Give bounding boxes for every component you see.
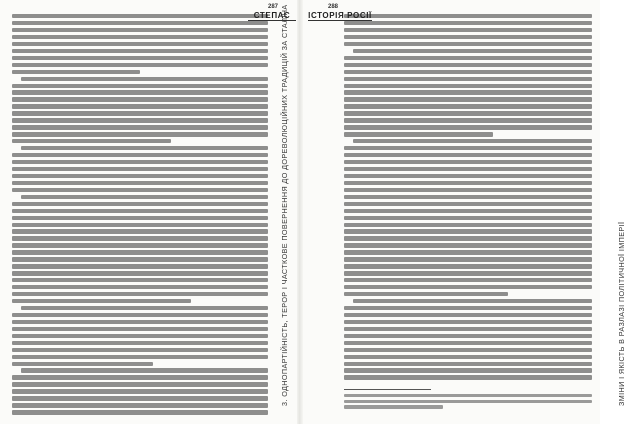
text-line <box>12 389 268 393</box>
text-line <box>12 139 171 143</box>
text-line <box>344 195 592 199</box>
text-line <box>12 375 268 379</box>
text-line <box>344 209 592 213</box>
text-line <box>21 77 268 81</box>
text-line <box>344 292 508 296</box>
footnote-rule <box>344 389 431 390</box>
text-line <box>12 97 268 101</box>
text-line <box>12 382 268 386</box>
text-line <box>12 327 268 331</box>
text-line <box>12 362 153 366</box>
left-page-spine-caption: 3. ОДНОПАРТІЙНІСТЬ, ТЕРОР І ЧАСТКОВЕ ПОВЕРНЕННЯ ДО ДОРЕВОЛЮЦІЙНИХ ТРАДИЦІЙ ЗА СТАЛІНА <box>280 4 289 406</box>
text-line <box>344 174 592 178</box>
text-line <box>12 285 268 289</box>
text-line <box>344 264 592 268</box>
text-line <box>12 292 268 296</box>
text-line <box>344 327 592 331</box>
text-line <box>344 84 592 88</box>
text-line <box>344 42 592 46</box>
text-line <box>12 84 268 88</box>
text-line <box>12 403 268 407</box>
text-line <box>12 14 268 18</box>
text-line <box>12 410 268 414</box>
text-line <box>21 146 268 150</box>
text-line <box>12 49 268 53</box>
text-line <box>344 250 592 254</box>
text-line <box>12 174 268 178</box>
text-line <box>344 35 592 39</box>
text-line <box>344 21 592 25</box>
text-line <box>344 167 592 171</box>
text-line <box>344 153 592 157</box>
text-line <box>12 118 268 122</box>
right-page <box>300 0 626 424</box>
text-line <box>344 271 592 275</box>
text-line <box>344 132 493 136</box>
footnote-line <box>344 394 592 397</box>
text-line <box>12 90 268 94</box>
text-line <box>344 118 592 122</box>
text-line <box>12 299 191 303</box>
text-line <box>344 313 592 317</box>
text-line <box>12 42 268 46</box>
text-line <box>344 348 592 352</box>
text-line <box>344 375 592 379</box>
text-line <box>12 181 268 185</box>
text-line <box>344 368 592 372</box>
text-line <box>353 139 592 143</box>
text-line <box>12 111 268 115</box>
text-line <box>12 229 268 233</box>
text-line <box>12 160 268 164</box>
text-line <box>12 264 268 268</box>
text-line <box>344 320 592 324</box>
text-line <box>344 341 592 345</box>
book-gutter <box>297 0 303 424</box>
text-line <box>344 77 592 81</box>
text-line <box>344 70 592 74</box>
text-line <box>12 396 268 400</box>
text-line <box>344 90 592 94</box>
text-line <box>344 236 592 240</box>
text-line <box>344 229 592 233</box>
text-line <box>12 341 268 345</box>
text-line <box>12 188 268 192</box>
text-line <box>344 223 592 227</box>
text-line <box>344 111 592 115</box>
text-line <box>344 362 592 366</box>
text-line <box>12 320 268 324</box>
text-line <box>12 56 268 60</box>
text-line <box>12 223 268 227</box>
text-line <box>12 125 268 129</box>
text-line <box>12 167 268 171</box>
text-line <box>344 306 592 310</box>
text-line <box>12 21 268 25</box>
left-running-head: СТЕПАС <box>248 10 296 21</box>
text-line <box>12 278 268 282</box>
text-line <box>344 181 592 185</box>
text-line <box>12 28 268 32</box>
text-line <box>12 348 268 352</box>
text-line <box>344 160 592 164</box>
text-line <box>12 216 268 220</box>
left-page-number: 287 <box>267 4 278 10</box>
text-line <box>344 104 592 108</box>
text-line <box>12 63 268 67</box>
text-line <box>344 28 592 32</box>
text-line <box>12 250 268 254</box>
text-line <box>344 243 592 247</box>
text-line <box>344 97 592 101</box>
text-line <box>353 49 592 53</box>
text-line <box>12 257 268 261</box>
text-line <box>344 14 592 18</box>
text-line <box>344 146 592 150</box>
text-line <box>12 243 268 247</box>
text-line <box>12 153 268 157</box>
text-line <box>344 188 592 192</box>
text-line <box>12 35 268 39</box>
right-page-spine-caption: ЗМІНИ І ЯКІСТЬ В РАЗЛАЗІ ПОЛІТИЧНОЇ ІМПЕРІЇ <box>617 221 626 406</box>
text-line <box>12 209 268 213</box>
text-line <box>344 125 592 129</box>
text-line <box>12 132 268 136</box>
text-line <box>12 236 268 240</box>
text-line <box>344 216 592 220</box>
text-line <box>12 104 268 108</box>
footnote-line <box>344 400 592 403</box>
text-line <box>344 202 592 206</box>
text-line <box>21 195 268 199</box>
text-line <box>12 334 268 338</box>
text-line <box>21 306 268 310</box>
text-line <box>12 355 268 359</box>
text-line <box>344 257 592 261</box>
text-line <box>344 285 592 289</box>
text-line <box>344 56 592 60</box>
text-line <box>12 313 268 317</box>
text-line <box>12 202 268 206</box>
text-line <box>344 278 592 282</box>
text-line <box>12 70 140 74</box>
right-running-head: ІСТОРІЯ РОСІЇ <box>308 11 372 20</box>
text-line <box>344 355 592 359</box>
text-line <box>344 63 592 67</box>
right-page-number: 288 <box>327 4 338 10</box>
left-page <box>0 0 300 424</box>
text-line <box>353 299 592 303</box>
text-line <box>21 368 268 372</box>
text-line <box>344 334 592 338</box>
footnote-line <box>344 405 443 408</box>
text-line <box>12 271 268 275</box>
